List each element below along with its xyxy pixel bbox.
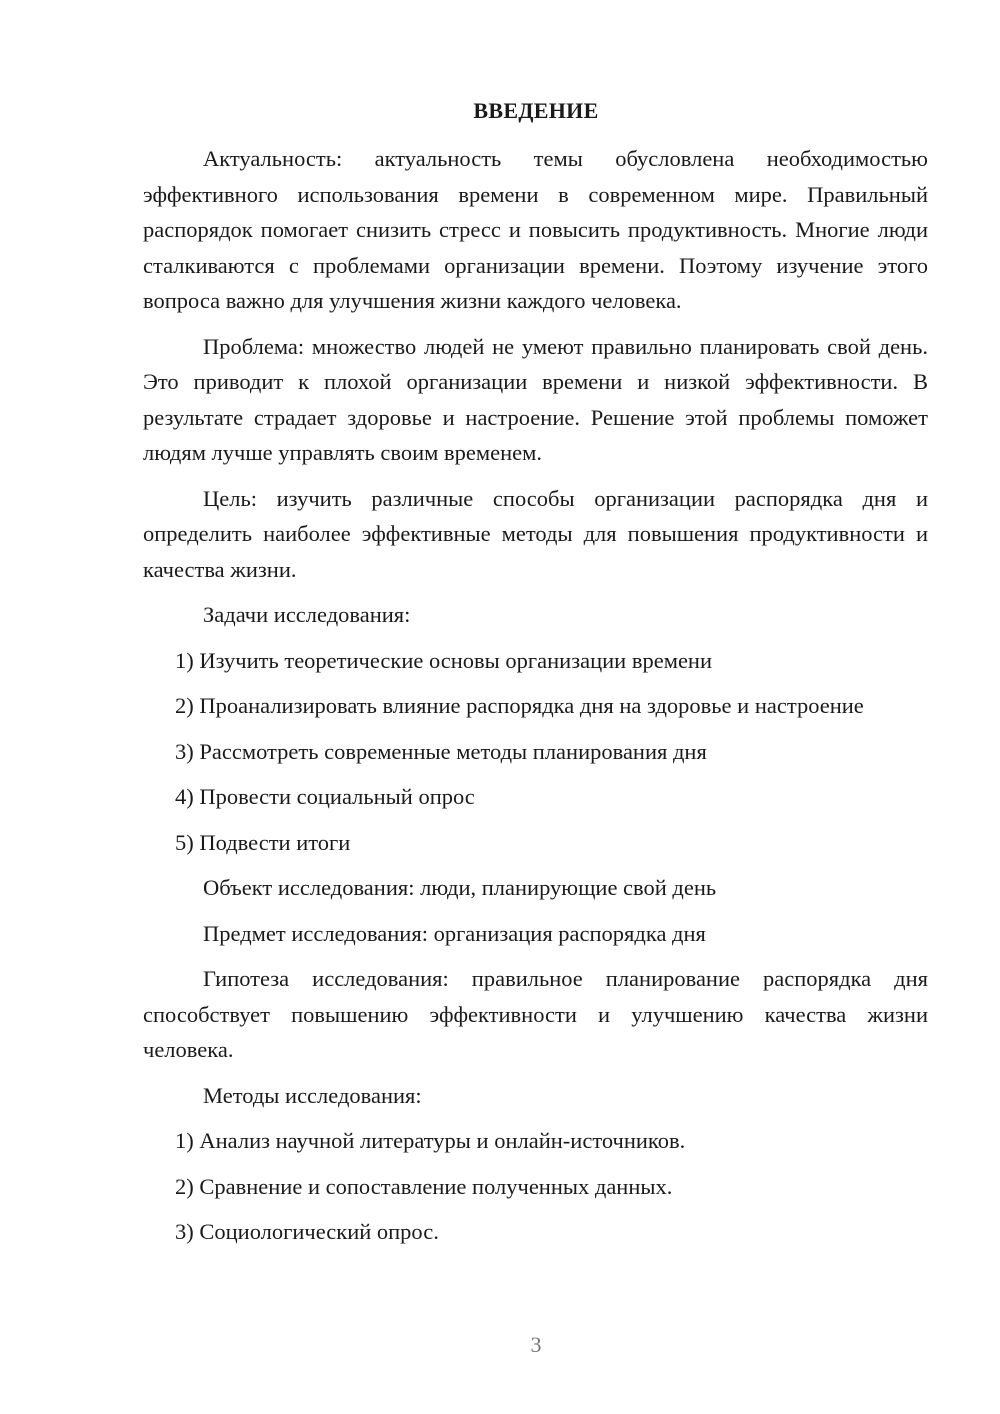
- methods-heading: Методы исследования:: [203, 1082, 422, 1108]
- method-item-1: 1) Анализ научной литературы и онлайн-источников.: [175, 1128, 686, 1153]
- task-item-3: 3) Рассмотреть современные методы планирования дня: [175, 738, 707, 764]
- object-paragraph: Объект исследования: люди, планирующие свой день: [203, 875, 717, 900]
- subject-paragraph: Предмет исследования: организация распорядка дня: [203, 920, 706, 946]
- section-heading: ВВЕДЕНИЕ: [473, 98, 599, 123]
- document-body: [143, 141, 928, 1260]
- tasks-heading: Задачи исследования:: [203, 602, 411, 627]
- method-item-2: 2) Сравнение и сопоставление полученных данных.: [175, 1173, 673, 1199]
- task-item-5: 5) Подвести итоги: [175, 829, 351, 855]
- page-number: 3: [530, 1332, 542, 1357]
- task-item-2: 2) Проанализировать влияние распорядка дня на здоровье и настроение: [175, 693, 864, 718]
- relevance-paragraph: Актуальность: актуальность темы обусловлена необходимостью эффективного использования времени в современном мире. Правильный распорядок помогает снизить стресс и повысить продуктивность. Многие люди сталкиваются с проблемами организации времени. Поэтому изучение этого вопроса важно для улучшения жизни каждого человека.: [143, 146, 928, 313]
- task-item-1: 1) Изучить теоретические основы организации времени: [175, 647, 713, 673]
- hypothesis-paragraph: Гипотеза исследования: правильное планирование распорядка дня способствует повышению эффективности и улучшению качества жизни человека.: [143, 966, 928, 1062]
- problem-paragraph: Проблема: множество людей не умеют правильно планировать свой день. Это приводит к плохой организации времени и низкой эффективности. В результате страдает здоровье и настроение. Решение этой проблемы поможет людям лучше управлять своим временем.: [143, 333, 928, 465]
- method-item-3: 3) Социологический опрос.: [175, 1219, 439, 1244]
- goal-paragraph: Цель: изучить различные способы организации распорядка дня и определить наиболее эффективные методы для повышения продуктивности и качества жизни.: [143, 485, 928, 582]
- task-item-4: 4) Провести социальный опрос: [175, 784, 475, 809]
